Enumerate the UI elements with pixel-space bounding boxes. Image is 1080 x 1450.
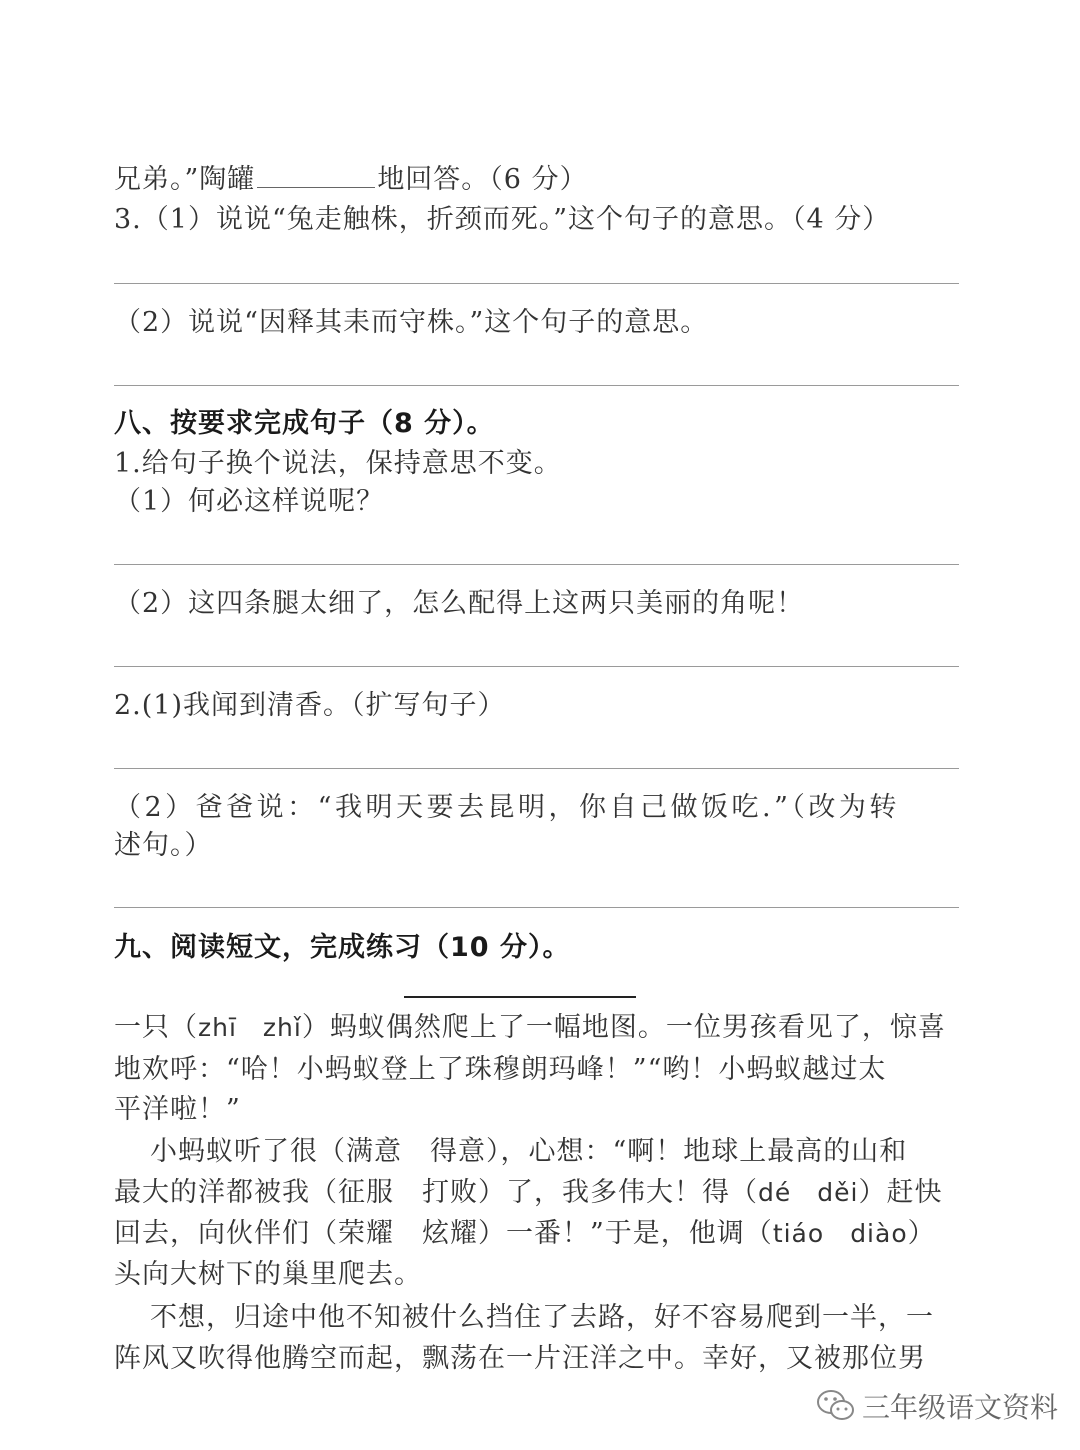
- passage-text: 最大的洋都被我（征服 打败）了，我多伟大！得（: [114, 1177, 758, 1208]
- passage-line: 平洋啦！”: [114, 1094, 241, 1125]
- answer-line[interactable]: [114, 666, 959, 667]
- passage-line: 地欢呼：“哈！小蚂蚁登上了珠穆朗玛峰！”“哟！小蚂蚁越过太: [114, 1054, 887, 1085]
- section-8-heading: 八、按要求完成句子（8 分）。: [114, 408, 495, 439]
- pinyin-option: dé: [758, 1178, 792, 1207]
- passage-line: 不想，归途中他不知被什么挡住了去路，好不容易爬到一半，一: [150, 1302, 934, 1333]
- passage-text: 一只（: [114, 1012, 198, 1043]
- answer-blank[interactable]: [257, 163, 375, 188]
- passage-line: 阵风又吹得他腾空而起，飘荡在一片汪洋之中。幸好，又被那位男: [114, 1343, 926, 1374]
- section-9-heading: 九、阅读短文，完成练习（10 分）。: [114, 932, 571, 963]
- question-8-1-2: （2）这四条腿太细了，怎么配得上这两只美丽的角呢！: [114, 588, 805, 619]
- question-8-2-2: （2）爸爸说：“我明天要去昆明，你自己做饭吃.”（改为转: [114, 792, 900, 823]
- passage-ending-line: [114, 162, 588, 198]
- pinyin-option: diào: [850, 1219, 908, 1248]
- pinyin-option: děi: [817, 1178, 859, 1207]
- answer-line[interactable]: [114, 385, 959, 386]
- passage-line: [114, 1010, 946, 1046]
- passage-text: 回去，向伙伴们（荣耀 炫耀）一番！”于是，他调（: [114, 1218, 773, 1249]
- answer-line[interactable]: [114, 768, 959, 769]
- wechat-icon: [816, 1388, 856, 1424]
- question-3-1: 3.（1）说说“兔走触株，折颈而死。”这个句子的意思。（4 分）: [114, 204, 891, 235]
- passage-text: ）蚂蚁偶然爬上了一幅地图。一位男孩看见了，惊喜: [301, 1012, 946, 1043]
- question-8-2-2-cont: 述句。）: [114, 830, 213, 861]
- question-8-2-1: 2.(1)我闻到清香。（扩写句子）: [114, 690, 506, 721]
- passage-text: ）赶快: [858, 1177, 943, 1208]
- passage-line: 小蚂蚁听了很（满意 得意），心想：“啊！地球上最高的山和: [150, 1136, 908, 1167]
- passage-line: 头向大树下的巢里爬去。: [114, 1259, 422, 1290]
- passage-line: [114, 1216, 936, 1252]
- question-8-1: 1.给句子换个说法，保持意思不变。: [114, 448, 562, 479]
- answer-line[interactable]: [114, 283, 959, 284]
- line-text: 地回答。（6 分）: [377, 164, 588, 195]
- passage-title-blank[interactable]: [404, 996, 636, 998]
- answer-line[interactable]: [114, 564, 959, 565]
- pinyin-option: tiáo: [772, 1219, 825, 1248]
- watermark-text: 三年级语文资料: [862, 1391, 1059, 1424]
- answer-line[interactable]: [114, 907, 959, 908]
- pinyin-option: zhǐ: [262, 1013, 302, 1042]
- question-3-2: （2）说说“因释其耒而守株。”这个句子的意思。: [114, 307, 709, 338]
- line-text: 兄弟。”陶罐: [114, 164, 256, 195]
- source-watermark: [816, 1382, 1058, 1430]
- passage-text: ）: [907, 1218, 936, 1249]
- pinyin-option: zhī: [198, 1013, 237, 1042]
- question-8-1-1: （1）何必这样说呢？: [114, 486, 385, 517]
- passage-line: [114, 1175, 942, 1211]
